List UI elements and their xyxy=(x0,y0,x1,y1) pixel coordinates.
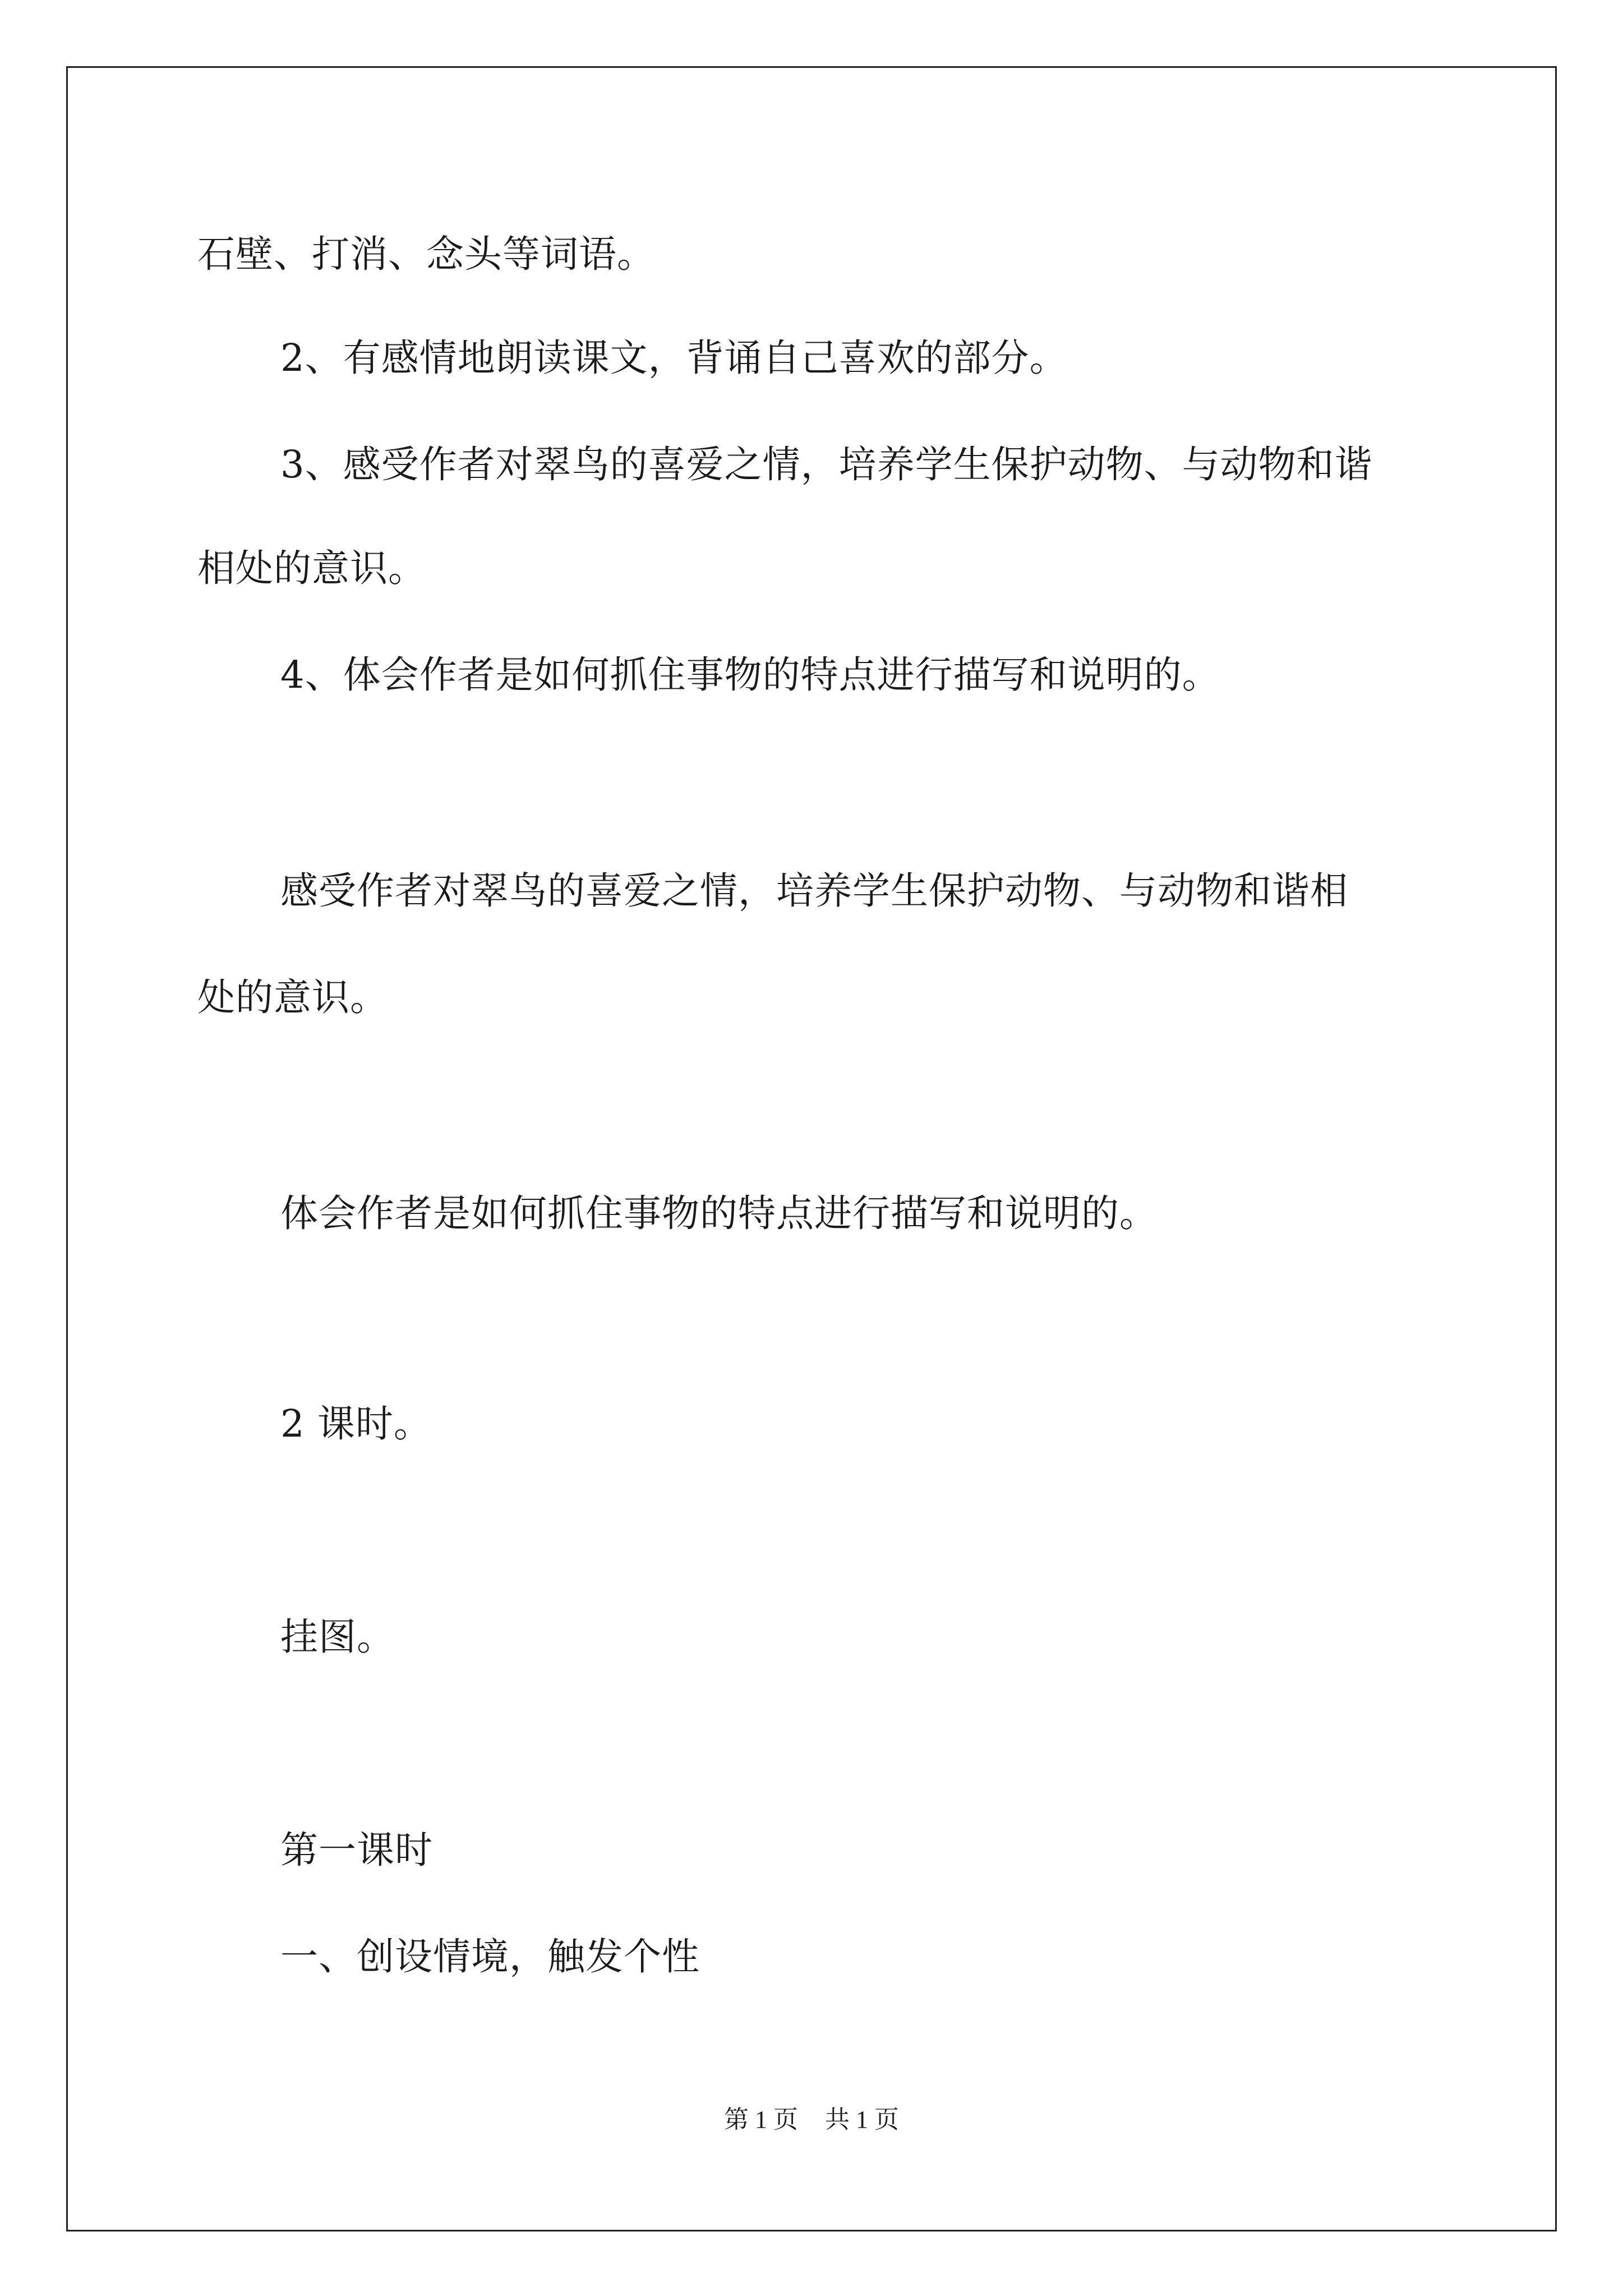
text-line: 3、感受作者对翠鸟的喜爱之情，培养学生保护动物、与动物和谐 xyxy=(280,443,1373,486)
text-line: 第一课时 xyxy=(280,1828,433,1872)
text-line: 2 课时。 xyxy=(280,1402,432,1446)
page-number-current: 第 1 页 xyxy=(724,2106,798,2133)
text-line: 体会作者是如何抓住事物的特点进行描写和说明的。 xyxy=(280,1191,1158,1235)
text-line: 2、有感情地朗读课文，背诵自己喜欢的部分。 xyxy=(280,336,1068,380)
page-footer xyxy=(0,2108,1623,2132)
text-line: 相处的意识。 xyxy=(197,546,426,590)
text-line: 处的意识。 xyxy=(197,976,388,1019)
text-line: 4、体会作者是如何抓住事物的特点进行描写和说明的。 xyxy=(280,653,1220,697)
page-border xyxy=(66,66,1557,2231)
text-line: 挂图。 xyxy=(280,1615,395,1659)
text-line: 石壁、打消、念头等词语。 xyxy=(197,232,655,276)
text-line: 感受作者对翠鸟的喜爱之情，培养学生保护动物、与动物和谐相 xyxy=(280,869,1348,913)
text-line: 一、创设情境，触发个性 xyxy=(280,1935,700,1978)
page-number-total: 共 1 页 xyxy=(825,2106,899,2133)
